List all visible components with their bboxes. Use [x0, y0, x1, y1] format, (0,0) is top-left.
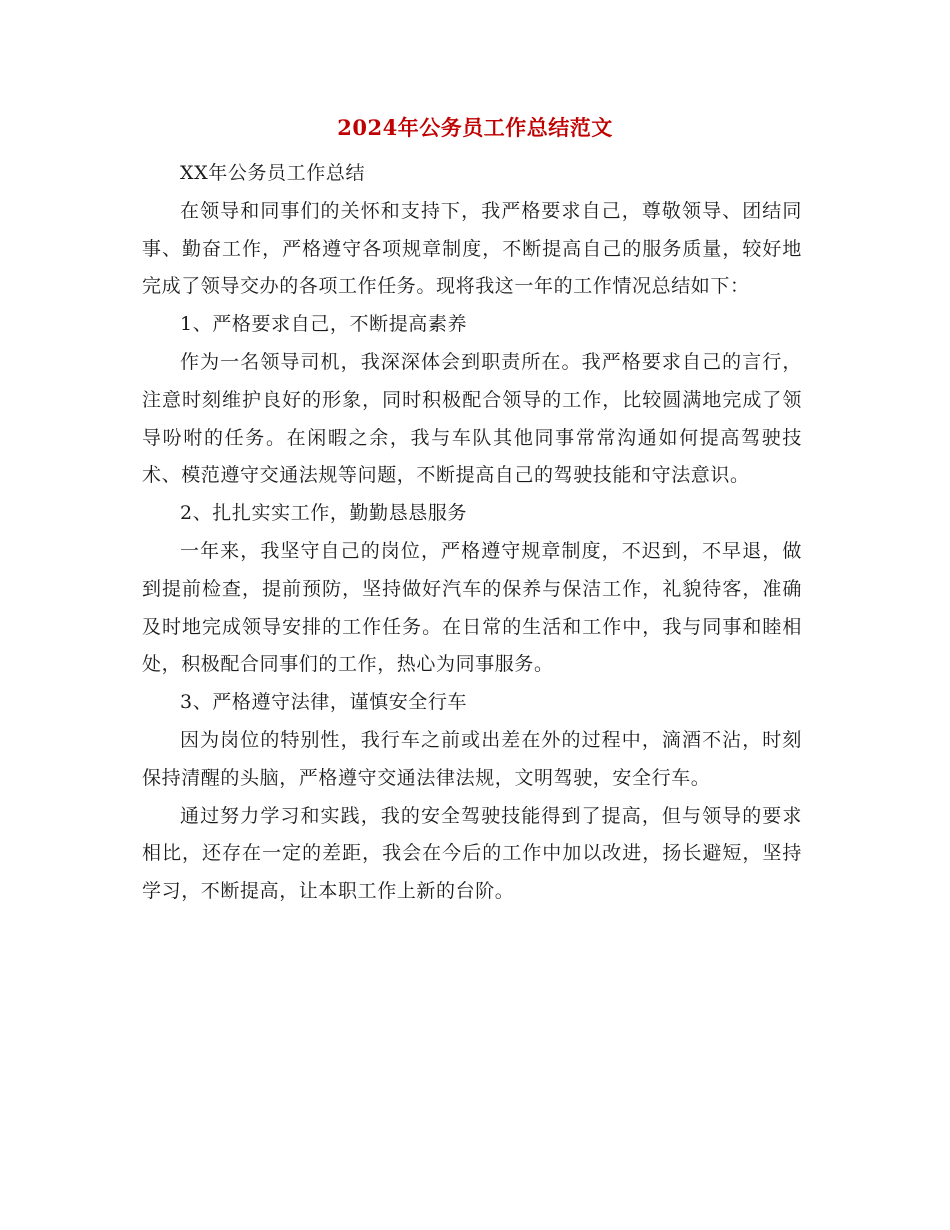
paragraph-section-1: 作为一名领导司机，我深深体会到职责所在。我严格要求自己的言行，注意时刻维护良好的形象，同时积极配合领导的工作，比较圆满地完成了领导吩咐的任务。在闲暇之余，我与车队其他同事常常沟通如何提高驾驶技术、模范遵守交通法规等问题，不断提高自己的驾驶技能和守法意识。: [142, 350, 802, 487]
paragraph-conclusion: 通过努力学习和实践，我的安全驾驶技能得到了提高，但与领导的要求相比，还存在一定的差距，我会在今后的工作中加以改进，扬长避短，坚持学习，不断提高，让本职工作上新的台阶。: [142, 804, 802, 903]
document-title: 2024年公务员工作总结范文: [337, 115, 613, 140]
section-heading-1: 1、严格要求自己，不断提高素养: [180, 313, 468, 336]
section-heading-2: 2、扎扎实实工作，勤勤恳恳服务: [180, 502, 468, 525]
paragraph-intro: 在领导和同事们的关怀和支持下，我严格要求自己，尊敬领导、团结同事、勤奋工作，严格遵守各项规章制度，不断提高自己的服务质量，较好地完成了领导交办的各项工作任务。现将我这一年的工作情况总结如下：: [142, 199, 802, 298]
document-body: [142, 155, 802, 911]
section-heading-3: 3、严格遵守法律，谨慎安全行车: [180, 691, 468, 714]
paragraph-section-2: 一年来，我坚守自己的岗位，严格遵守规章制度，不迟到，不早退，做到提前检查，提前预防，坚持做好汽车的保养与保洁工作，礼貌待客，准确及时地完成领导安排的工作任务。在日常的生活和工作中，我与同事和睦相处，积极配合同事们的工作，热心为同事服务。: [142, 539, 802, 676]
paragraph-section-3: 因为岗位的特别性，我行车之前或出差在外的过程中，滴酒不沾，时刻保持清醒的头脑，严格遵守交通法律法规，文明驾驶，安全行车。: [142, 728, 802, 789]
paragraph-subtitle: XX年公务员工作总结: [180, 162, 366, 184]
